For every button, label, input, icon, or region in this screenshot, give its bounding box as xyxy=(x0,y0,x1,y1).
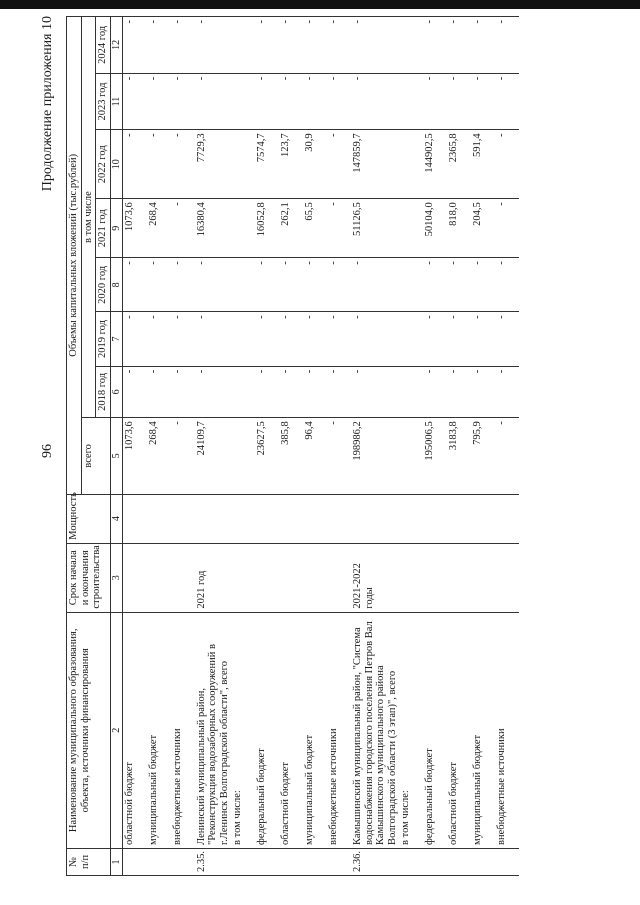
value-2024: - xyxy=(327,17,351,74)
value-2021: 50104,0 xyxy=(423,199,447,258)
value-2020 xyxy=(231,258,255,312)
value-2018: - xyxy=(147,366,171,418)
row-term xyxy=(495,543,519,612)
value-total: 198986,2 xyxy=(351,418,399,494)
table-row xyxy=(147,17,171,876)
value-2018: - xyxy=(255,366,279,418)
row-number xyxy=(327,848,351,875)
table-row xyxy=(351,17,399,876)
row-term xyxy=(423,543,447,612)
header-total: всего xyxy=(81,418,110,494)
value-2024 xyxy=(231,17,255,74)
row-number: 2.36. xyxy=(351,848,399,875)
value-2022 xyxy=(399,130,423,199)
row-term xyxy=(231,543,255,612)
header-no: № п/п xyxy=(67,848,111,875)
header-name: Наименование муниципального образования, объекта, источники финансирования xyxy=(67,612,111,848)
value-2018: - xyxy=(279,366,303,418)
table-row xyxy=(279,17,303,876)
row-number xyxy=(471,848,495,875)
value-2023: - xyxy=(279,73,303,130)
value-total: 195006,5 xyxy=(423,418,447,494)
value-total: - xyxy=(171,418,195,494)
value-2018 xyxy=(399,366,423,418)
row-power xyxy=(147,494,171,543)
page-number: 96 xyxy=(40,444,55,458)
value-2024: - xyxy=(303,17,327,74)
value-2024: - xyxy=(351,17,399,74)
value-2019: - xyxy=(495,312,519,366)
value-2018: - xyxy=(171,366,195,418)
row-number xyxy=(447,848,471,875)
column-number: 1 xyxy=(110,848,122,875)
value-2020: - xyxy=(327,258,351,312)
value-2024: - xyxy=(195,17,232,74)
row-number: 2.35. xyxy=(195,848,232,875)
row-number xyxy=(495,848,519,875)
row-number xyxy=(255,848,279,875)
header-year: 2024 год xyxy=(96,17,111,74)
value-2018: - xyxy=(471,366,495,418)
value-2019: - xyxy=(195,312,232,366)
value-2023 xyxy=(399,73,423,130)
row-term xyxy=(471,543,495,612)
value-2024: - xyxy=(495,17,519,74)
row-name: федеральный бюджет xyxy=(423,612,447,848)
row-name: областной бюджет xyxy=(279,612,303,848)
table-row xyxy=(171,17,195,876)
table-row xyxy=(303,17,327,876)
value-2023: - xyxy=(255,73,279,130)
row-power xyxy=(195,494,232,543)
row-power xyxy=(399,494,423,543)
row-term xyxy=(122,543,147,612)
value-2021: 16380,4 xyxy=(195,199,232,258)
value-2018: - xyxy=(495,366,519,418)
header-year: 2022 год xyxy=(96,130,111,199)
value-2021 xyxy=(399,199,423,258)
value-2018: - xyxy=(447,366,471,418)
scan-edge-bar xyxy=(0,0,640,9)
value-2020: - xyxy=(279,258,303,312)
value-2020: - xyxy=(303,258,327,312)
value-total: - xyxy=(495,418,519,494)
value-2020 xyxy=(399,258,423,312)
table-row xyxy=(495,17,519,876)
header-year: 2023 год xyxy=(96,73,111,130)
value-2018: - xyxy=(351,366,399,418)
row-name: областной бюджет xyxy=(122,612,147,848)
value-2023: - xyxy=(495,73,519,130)
value-total: 3183,8 xyxy=(447,418,471,494)
value-2020: - xyxy=(471,258,495,312)
value-total: - xyxy=(327,418,351,494)
column-number: 12 xyxy=(110,17,122,74)
value-total xyxy=(399,418,423,494)
rotated-page-content xyxy=(37,16,597,876)
row-number xyxy=(279,848,303,875)
header-year: 2018 год xyxy=(96,366,111,418)
row-number xyxy=(303,848,327,875)
value-2023: - xyxy=(171,73,195,130)
row-number xyxy=(147,848,171,875)
row-name: внебюджетные источники xyxy=(327,612,351,848)
row-power xyxy=(231,494,255,543)
value-2021 xyxy=(231,199,255,258)
value-2024: - xyxy=(171,17,195,74)
value-2021: 1073,6 xyxy=(122,199,147,258)
value-2018: - xyxy=(195,366,232,418)
table-row xyxy=(231,17,255,876)
value-total: 268,4 xyxy=(147,418,171,494)
value-2018: - xyxy=(327,366,351,418)
value-2024: - xyxy=(471,17,495,74)
value-2022: - xyxy=(495,130,519,199)
row-name: в том числе: xyxy=(399,612,423,848)
value-2020: - xyxy=(122,258,147,312)
value-2020: - xyxy=(255,258,279,312)
row-name: в том числе: xyxy=(231,612,255,848)
value-2021: 65,5 xyxy=(303,199,327,258)
row-power xyxy=(279,494,303,543)
value-2022: 144902,5 xyxy=(423,130,447,199)
header-term: Срок начала и окончания строительства xyxy=(67,543,111,612)
value-2024: - xyxy=(122,17,147,74)
value-2020: - xyxy=(147,258,171,312)
row-name: областной бюджет xyxy=(447,612,471,848)
value-2023: - xyxy=(351,73,399,130)
value-2019: - xyxy=(447,312,471,366)
value-2024 xyxy=(399,17,423,74)
header-year: 2021 год xyxy=(96,199,111,258)
value-total: 795,9 xyxy=(471,418,495,494)
table-row xyxy=(122,17,147,876)
row-name: Камышинский муниципальный район, "Система водоснабжения городского поселения Петров Вал Камышинского муниципального района Волгоградской области (3 этап)", всего xyxy=(351,612,399,848)
value-total: 96,4 xyxy=(303,418,327,494)
value-2024: - xyxy=(279,17,303,74)
row-power xyxy=(447,494,471,543)
value-total: 23627,5 xyxy=(255,418,279,494)
table-body xyxy=(122,17,519,876)
column-number: 3 xyxy=(110,543,122,612)
row-name: федеральный бюджет xyxy=(255,612,279,848)
value-2023 xyxy=(231,73,255,130)
row-number xyxy=(423,848,447,875)
row-power xyxy=(423,494,447,543)
row-number xyxy=(122,848,147,875)
row-term xyxy=(255,543,279,612)
column-number: 4 xyxy=(110,494,122,543)
row-term: 2021-2022 годы xyxy=(351,543,399,612)
value-2021: 818,0 xyxy=(447,199,471,258)
table-row xyxy=(423,17,447,876)
value-2020: - xyxy=(447,258,471,312)
value-2022: - xyxy=(147,130,171,199)
row-number xyxy=(171,848,195,875)
value-2022: - xyxy=(171,130,195,199)
table-row xyxy=(195,17,232,876)
value-2021: 51126,5 xyxy=(351,199,399,258)
value-2019: - xyxy=(351,312,399,366)
value-2020: - xyxy=(495,258,519,312)
row-term: 2021 год xyxy=(195,543,232,612)
value-2024: - xyxy=(447,17,471,74)
value-total: 24109,7 xyxy=(195,418,232,494)
row-term xyxy=(303,543,327,612)
row-power xyxy=(495,494,519,543)
value-2022: 7729,3 xyxy=(195,130,232,199)
row-term xyxy=(171,543,195,612)
row-term xyxy=(147,543,171,612)
value-2023: - xyxy=(195,73,232,130)
row-number xyxy=(231,848,255,875)
value-2019: - xyxy=(255,312,279,366)
value-2019 xyxy=(231,312,255,366)
value-2023: - xyxy=(447,73,471,130)
value-total xyxy=(231,418,255,494)
value-2022: - xyxy=(122,130,147,199)
value-2023: - xyxy=(423,73,447,130)
table-row xyxy=(447,17,471,876)
value-2021: 268,4 xyxy=(147,199,171,258)
column-number: 8 xyxy=(110,258,122,312)
value-2018 xyxy=(231,366,255,418)
header-volume: Объемы капитальных вложений (тыс.рублей) xyxy=(67,17,82,495)
value-2020: - xyxy=(423,258,447,312)
value-2019: - xyxy=(122,312,147,366)
value-2019: - xyxy=(303,312,327,366)
row-name: муниципальный бюджет xyxy=(303,612,327,848)
value-2018: - xyxy=(122,366,147,418)
row-power xyxy=(303,494,327,543)
row-name: внебюджетные источники xyxy=(495,612,519,848)
row-name: Ленинский муниципальный район, "Реконструкция водозаборных сооружений в г.Ленинск Волгоградской области", всего xyxy=(195,612,232,848)
value-2022: 2365,8 xyxy=(447,130,471,199)
value-2022: - xyxy=(327,130,351,199)
header-year: 2019 год xyxy=(96,312,111,366)
row-name: муниципальный бюджет xyxy=(147,612,171,848)
value-2022: 30,9 xyxy=(303,130,327,199)
value-2023: - xyxy=(303,73,327,130)
value-2021: 16052,8 xyxy=(255,199,279,258)
value-2019: - xyxy=(147,312,171,366)
header-power: Мощность xyxy=(67,494,111,543)
header-including: в том числе xyxy=(81,17,96,418)
value-2024: - xyxy=(255,17,279,74)
table-row xyxy=(255,17,279,876)
value-2020: - xyxy=(171,258,195,312)
value-2020: - xyxy=(351,258,399,312)
row-power xyxy=(351,494,399,543)
value-2021: - xyxy=(495,199,519,258)
value-2024: - xyxy=(423,17,447,74)
row-number xyxy=(399,848,423,875)
column-number: 6 xyxy=(110,366,122,418)
value-2018: - xyxy=(423,366,447,418)
row-power xyxy=(327,494,351,543)
value-2019: - xyxy=(327,312,351,366)
row-term xyxy=(327,543,351,612)
value-total: 1073,6 xyxy=(122,418,147,494)
value-2019: - xyxy=(279,312,303,366)
value-2019: - xyxy=(423,312,447,366)
column-number: 11 xyxy=(110,73,122,130)
value-2021: - xyxy=(171,199,195,258)
column-number: 2 xyxy=(110,612,122,848)
value-2023: - xyxy=(327,73,351,130)
value-2024: - xyxy=(147,17,171,74)
column-number: 9 xyxy=(110,199,122,258)
header-year: 2020 год xyxy=(96,258,111,312)
value-2022: 123,7 xyxy=(279,130,303,199)
value-2023: - xyxy=(471,73,495,130)
row-power xyxy=(255,494,279,543)
value-2021: 262,1 xyxy=(279,199,303,258)
row-name: муниципальный бюджет xyxy=(471,612,495,848)
value-2022 xyxy=(231,130,255,199)
column-number: 10 xyxy=(110,130,122,199)
value-total: 385,8 xyxy=(279,418,303,494)
value-2023: - xyxy=(122,73,147,130)
value-2023: - xyxy=(147,73,171,130)
value-2021: - xyxy=(327,199,351,258)
value-2018: - xyxy=(303,366,327,418)
value-2021: 204,5 xyxy=(471,199,495,258)
row-name: внебюджетные источники xyxy=(171,612,195,848)
column-number: 7 xyxy=(110,312,122,366)
row-power xyxy=(122,494,147,543)
value-2019: - xyxy=(171,312,195,366)
row-term xyxy=(447,543,471,612)
row-term xyxy=(279,543,303,612)
value-2019 xyxy=(399,312,423,366)
column-number: 5 xyxy=(110,418,122,494)
appendix-title: Продолжение приложения 10 xyxy=(40,16,55,192)
table-row xyxy=(471,17,495,876)
value-2022: 591,4 xyxy=(471,130,495,199)
value-2020: - xyxy=(195,258,232,312)
row-term xyxy=(399,543,423,612)
row-power xyxy=(471,494,495,543)
value-2019: - xyxy=(471,312,495,366)
value-2022: 7574,7 xyxy=(255,130,279,199)
value-2022: 147859,7 xyxy=(351,130,399,199)
capital-investment-table xyxy=(66,16,519,876)
table-row xyxy=(399,17,423,876)
row-power xyxy=(171,494,195,543)
table-row xyxy=(327,17,351,876)
